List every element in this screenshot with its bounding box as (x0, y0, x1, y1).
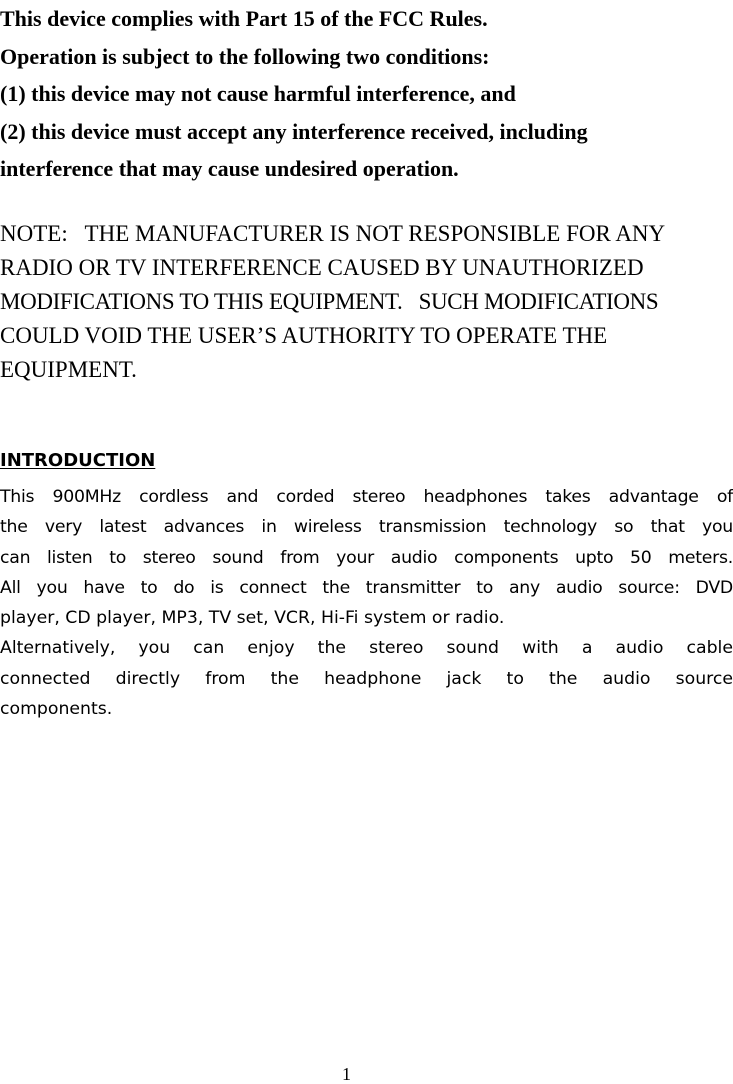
intro-line: connected directly from the headphone jack to the audio source (0, 668, 733, 689)
intro-line: can listen to stereo sound from your audio components upto 50 meters. (0, 547, 733, 568)
fcc-line: interference that may cause undesired operation. (0, 156, 459, 181)
fcc-line: This device complies with Part 15 of the FCC Rules. (0, 6, 488, 31)
page-number (0, 1064, 733, 1084)
note-line: RADIO OR TV INTERFERENCE CAUSED BY UNAUTHORIZED (0, 255, 644, 280)
page-number-value: 1 (342, 1064, 351, 1084)
intro-line: components. (0, 699, 113, 720)
fcc-line: Operation is subject to the following two conditions: (0, 43, 490, 69)
note-line: NOTE: THE MANUFACTURER IS NOT RESPONSIBLE FOR ANY (0, 221, 666, 246)
note-line: COULD VOID THE USER’S AUTHORITY TO OPERATE THE (0, 323, 608, 348)
note-line: EQUIPMENT. (0, 357, 137, 382)
manufacturer-note (0, 217, 733, 387)
fcc-line: (2) this device must accept any interference received, including (0, 118, 588, 144)
intro-line: the very latest advances in wireless transmission technology so that you (0, 517, 733, 538)
fcc-line: (1) this device may not cause harmful interference, and (0, 81, 516, 106)
introduction-heading: INTRODUCTION (0, 450, 156, 471)
intro-line: This 900MHz cordless and corded stereo headphones takes advantage of (0, 487, 733, 507)
note-line: MODIFICATIONS TO THIS EQUIPMENT. SUCH MODIFICATIONS (0, 289, 659, 314)
intro-line: All you have to do is connect the transmitter to any audio source: DVD (0, 577, 733, 598)
fcc-compliance-statement (0, 0, 733, 188)
intro-line: player, CD player, MP3, TV set, VCR, Hi-Fi system or radio. (0, 608, 505, 629)
intro-line: Alternatively, you can enjoy the stereo sound with a audio cable (0, 638, 733, 659)
introduction-body (0, 482, 733, 724)
